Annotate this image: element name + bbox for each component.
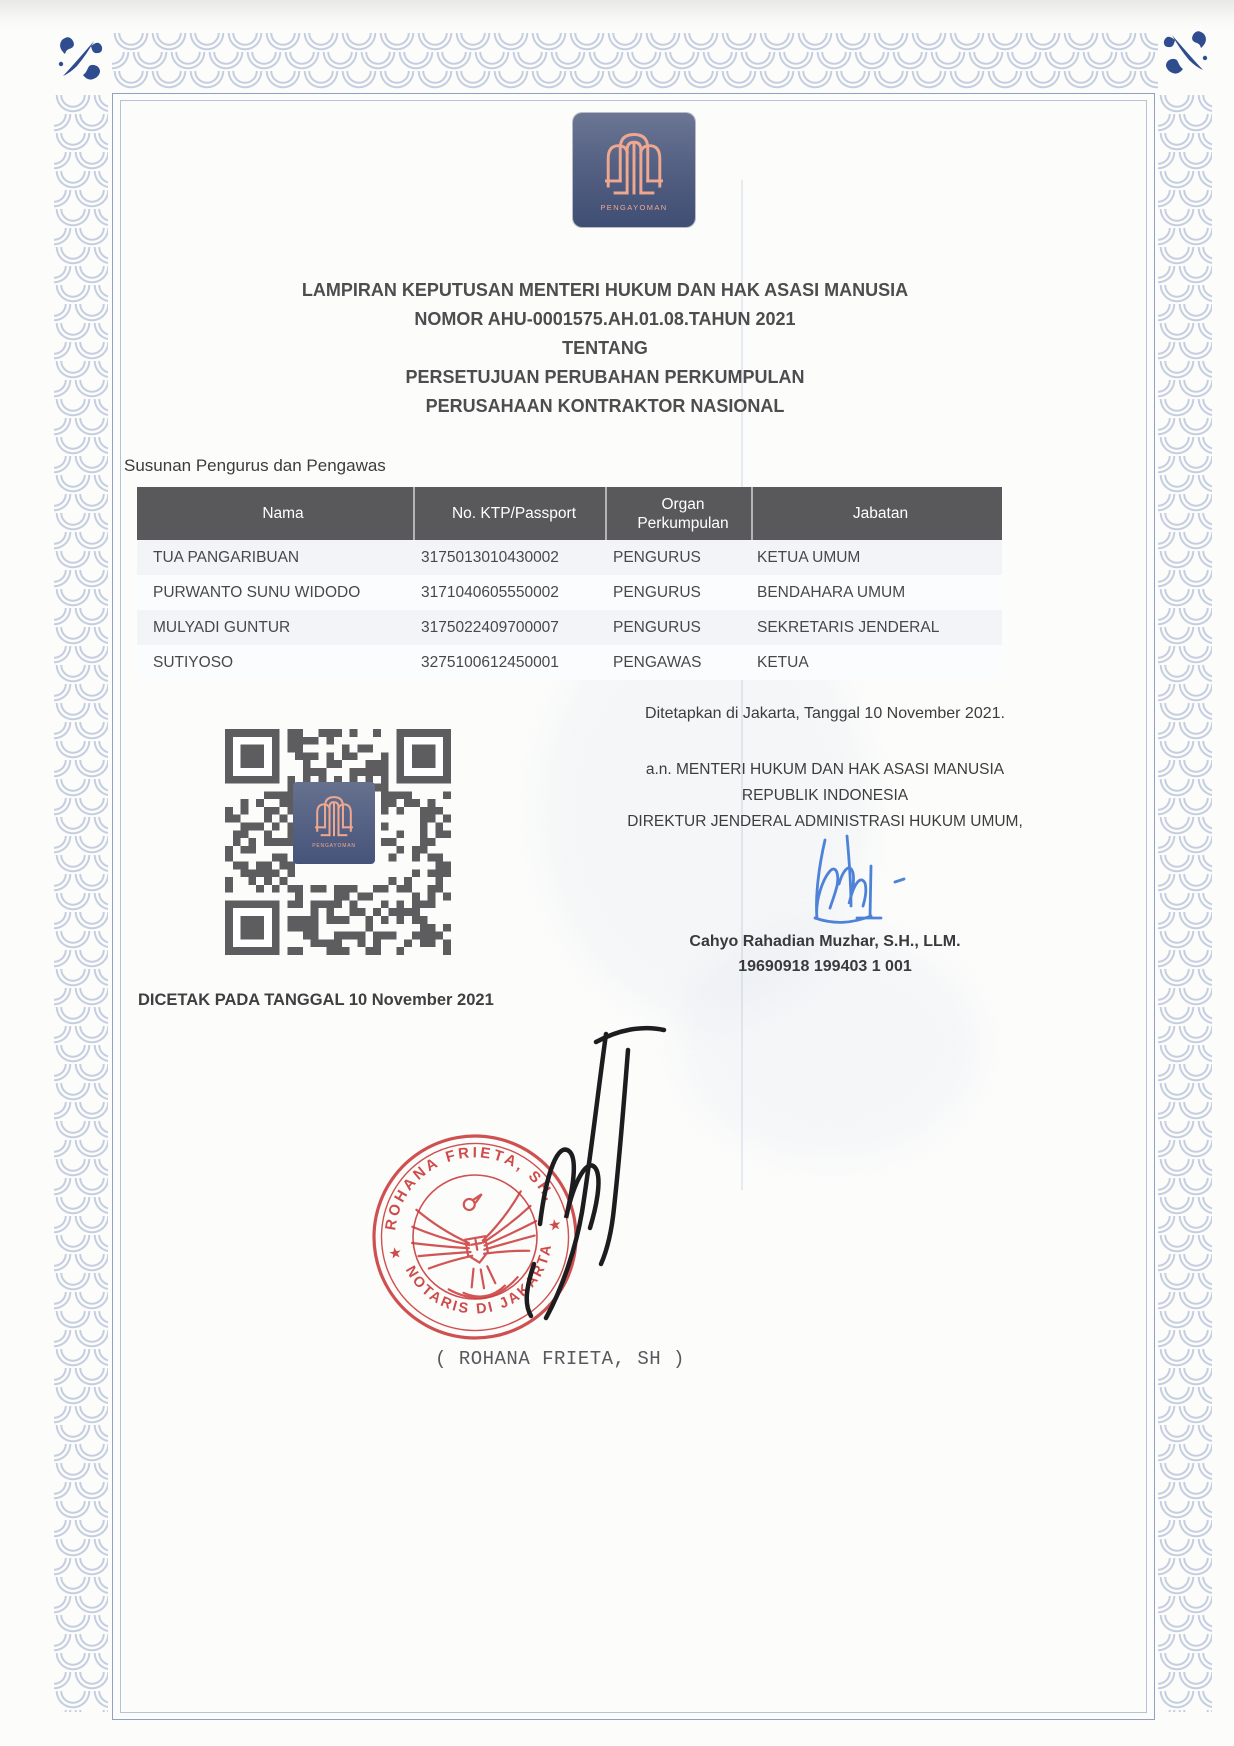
table-row [137, 610, 1002, 645]
cell-jabatan: SEKRETARIS JENDERAL [757, 618, 940, 636]
cell-organ: PENGURUS [613, 583, 701, 601]
column-header-organ: Organ Perkumpulan [605, 487, 751, 540]
signer-nip: 19690918 199403 1 001 [738, 958, 912, 975]
seal-star-left: ★ [387, 1244, 404, 1264]
cell-ktp: 3175013010430002 [421, 548, 559, 566]
pengayoman-emblem-icon [591, 119, 677, 205]
notary-typed-name: ( ROHANA FRIETA, SH ) [435, 1348, 685, 1370]
title-line: PERUSAHAAN KONTRAKTOR NASIONAL [425, 396, 785, 416]
seal-star-right: ★ [546, 1215, 564, 1235]
ministry-logo [573, 113, 695, 227]
cell-organ: PENGURUS [613, 618, 701, 636]
cell-jabatan: KETUA [757, 653, 809, 671]
decree-title [185, 276, 1025, 421]
table-row [137, 645, 1002, 680]
cell-organ: PENGAWAS [613, 653, 702, 671]
cell-nama: TUA PANGARIBUAN [153, 548, 300, 566]
ministry-logo-label: PENGAYOMAN [600, 203, 668, 212]
signer-name: Cahyo Rahadian Muzhar, S.H., LLM. [689, 933, 961, 950]
scan-edge-shading [0, 0, 1234, 30]
floral-corner-ornament-icon [56, 34, 104, 84]
column-header-jabatan: Jabatan [751, 487, 1002, 540]
notary-signature [478, 1012, 678, 1332]
behalf-line: DIREKTUR JENDERAL ADMINISTRASI HUKUM UMUM, [627, 813, 1023, 830]
official-signature-blue [795, 826, 910, 931]
behalf-line: a.n. MENTERI HUKUM DAN HAK ASASI MANUSIA [645, 761, 1005, 778]
cell-nama: PURWANTO SUNU WIDODO [153, 583, 361, 601]
cell-jabatan: KETUA UMUM [757, 548, 861, 566]
qr-center-logo [293, 782, 375, 864]
table-header-row [137, 487, 1002, 540]
on-behalf-block [600, 757, 1050, 835]
table-row [137, 540, 1002, 575]
cell-organ: PENGURUS [613, 548, 701, 566]
title-line: NOMOR AHU-0001575.AH.01.08.TAHUN 2021 [414, 309, 796, 329]
column-header-ktp: No. KTP/Passport [413, 487, 605, 540]
cell-nama: SUTIYOSO [153, 653, 234, 671]
table-caption: Susunan Pengurus dan Pengawas [124, 456, 386, 475]
pengayoman-emblem-icon [306, 787, 362, 843]
cell-ktp: 3171040605550002 [421, 583, 559, 601]
seal-top-text: ROHANA FRIETA, SH. [382, 1144, 560, 1232]
cell-ktp: 3175022409700007 [421, 618, 559, 636]
guilloche-border-left [54, 95, 108, 1712]
printed-date-note: DICETAK PADA TANGGAL 10 November 2021 [138, 991, 494, 1009]
qr-logo-label: PENGAYOMAN [312, 843, 356, 849]
title-line: TENTANG [562, 338, 648, 358]
table-row [137, 575, 1002, 610]
seal-bottom-text: NOTARIS DI JAKARTA [401, 1241, 556, 1318]
cell-ktp: 3275100612450001 [421, 653, 559, 671]
floral-corner-ornament-icon [1162, 28, 1210, 78]
board-table [137, 487, 1002, 680]
guilloche-border-right [1158, 95, 1212, 1712]
column-header-nama: Nama [262, 505, 304, 522]
cell-nama: MULYADI GUNTUR [153, 618, 291, 636]
cell-jabatan: BENDAHARA UMUM [757, 583, 906, 601]
title-line: PERSETUJUAN PERUBAHAN PERKUMPULAN [405, 367, 805, 387]
title-line: LAMPIRAN KEPUTUSAN MENTERI HUKUM DAN HAK ASASI MANUSIA [301, 280, 909, 300]
place-and-date: Ditetapkan di Jakarta, Tanggal 10 November 2021. [645, 705, 1005, 722]
guilloche-border-top [112, 33, 1158, 90]
behalf-line: REPUBLIK INDONESIA [741, 787, 909, 804]
